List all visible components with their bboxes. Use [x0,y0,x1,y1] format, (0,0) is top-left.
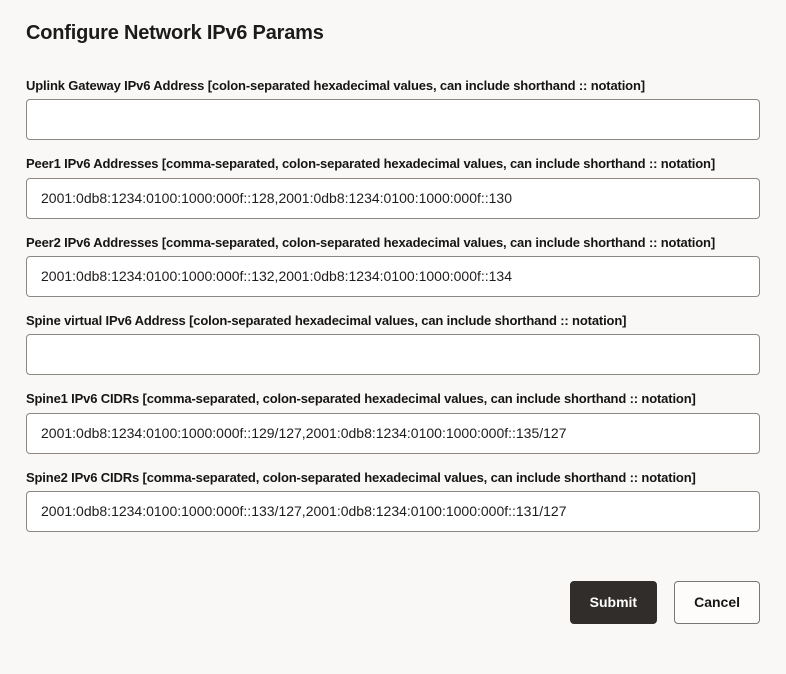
peer1-ipv6-addresses-label: Peer1 IPv6 Addresses [comma-separated, colon-separated hexadecimal values, can include shorthand :: notation] [26,156,716,172]
peer1-ipv6-addresses-input[interactable] [26,178,760,219]
uplink-gateway-ipv6-address-input[interactable] [26,99,760,140]
submit-button[interactable]: Submit [570,581,657,624]
spine2-ipv6-cidrs-label: Spine2 IPv6 CIDRs [comma-separated, colon-separated hexadecimal values, can include shorthand :: notation] [26,469,696,485]
dialog-button-row [26,581,760,624]
dialog-title: Configure Network IPv6 Params [26,22,324,44]
peer2-ipv6-addresses-field [26,235,760,297]
peer2-ipv6-addresses-label: Peer2 IPv6 Addresses [comma-separated, colon-separated hexadecimal values, can include shorthand :: notation] [26,234,716,250]
ipv6-params-form [26,78,760,532]
spine-virtual-ipv6-address-field [26,313,760,375]
cancel-button[interactable]: Cancel [674,581,760,624]
uplink-gateway-ipv6-address-label: Uplink Gateway IPv6 Address [colon-separated hexadecimal values, can include shorthand :: notation] [26,78,645,93]
peer1-ipv6-addresses-field [26,156,760,218]
uplink-gateway-ipv6-address-field [26,78,760,140]
spine1-ipv6-cidrs-field [26,391,760,453]
peer2-ipv6-addresses-input[interactable] [26,256,760,297]
spine1-ipv6-cidrs-input[interactable] [26,413,760,454]
spine-virtual-ipv6-address-input[interactable] [26,334,760,375]
spine2-ipv6-cidrs-field [26,470,760,532]
spine2-ipv6-cidrs-input[interactable] [26,491,760,532]
spine-virtual-ipv6-address-label: Spine virtual IPv6 Address [colon-separated hexadecimal values, can include shorthand :: notation] [26,312,627,328]
spine1-ipv6-cidrs-label: Spine1 IPv6 CIDRs [comma-separated, colon-separated hexadecimal values, can include shorthand :: notation] [26,391,696,407]
